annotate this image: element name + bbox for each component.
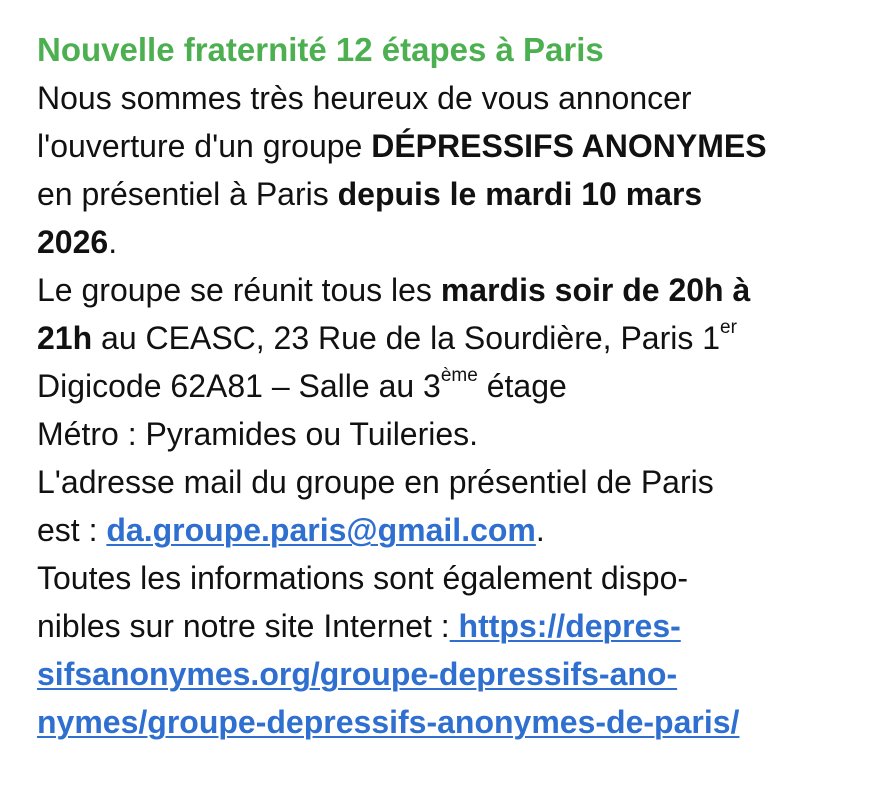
address-text: au CEASC, 23 Rue de la Sourdière, Paris 1 xyxy=(92,320,721,356)
website-link-part1[interactable]: https://depres- xyxy=(449,608,681,644)
text-line-4 xyxy=(37,218,847,266)
group-name: DÉPRESSIFS ANONYMES xyxy=(371,128,767,164)
email-link[interactable]: da.groupe.paris@gmail.com xyxy=(106,512,536,548)
text-segment: étage xyxy=(477,368,567,404)
website-link-part3[interactable]: nymes/groupe-depressifs-anonymes-de-paris/ xyxy=(37,704,740,740)
text-line-9 xyxy=(37,458,847,506)
text-line-7 xyxy=(37,362,847,410)
text-line-8 xyxy=(37,410,847,458)
digicode-text: Digicode 62A81 – Salle au 3 xyxy=(37,368,441,404)
start-date-part1: depuis le mardi 10 mars xyxy=(337,176,703,212)
text-line-13 xyxy=(37,650,847,698)
text-line-11 xyxy=(37,554,847,602)
website-link-part2[interactable]: sifsanonymes.org/groupe-depressifs-ano- xyxy=(37,656,678,692)
text-line-10 xyxy=(37,506,847,554)
text-segment: l'ouverture d'un groupe xyxy=(37,128,372,164)
announcement-title: Nouvelle fraternité 12 étapes à Paris xyxy=(37,31,604,68)
text-segment: Le groupe se réunit tous les xyxy=(37,272,441,308)
text-line-12 xyxy=(37,602,847,650)
email-intro: L'adresse mail du groupe en présentiel de Paris xyxy=(37,464,714,500)
start-date-year: 2026 xyxy=(37,224,109,260)
text-line-5 xyxy=(37,266,847,314)
superscript: er xyxy=(720,317,737,339)
text-line-2 xyxy=(37,122,847,170)
text-line-14 xyxy=(37,698,847,746)
intro-text: Nous sommes très heureux de vous annoncer xyxy=(37,80,692,116)
text-line-6 xyxy=(37,314,847,362)
text-segment: . xyxy=(108,224,118,260)
meeting-time-part1: mardis soir de 20h à xyxy=(440,272,751,308)
text-segment: nibles sur notre site Internet : xyxy=(37,608,450,644)
text-segment: . xyxy=(535,512,545,548)
info-text: Toutes les informations sont également dispo- xyxy=(37,560,689,596)
metro-text: Métro : Pyramides ou Tuileries. xyxy=(37,416,479,452)
text-segment: est : xyxy=(37,512,107,548)
text-line-1 xyxy=(37,74,847,122)
meeting-time-part2: 21h xyxy=(37,320,93,356)
announcement xyxy=(37,26,847,746)
superscript: ème xyxy=(440,365,478,387)
text-segment: en présentiel à Paris xyxy=(37,176,338,212)
text-line-3 xyxy=(37,170,847,218)
